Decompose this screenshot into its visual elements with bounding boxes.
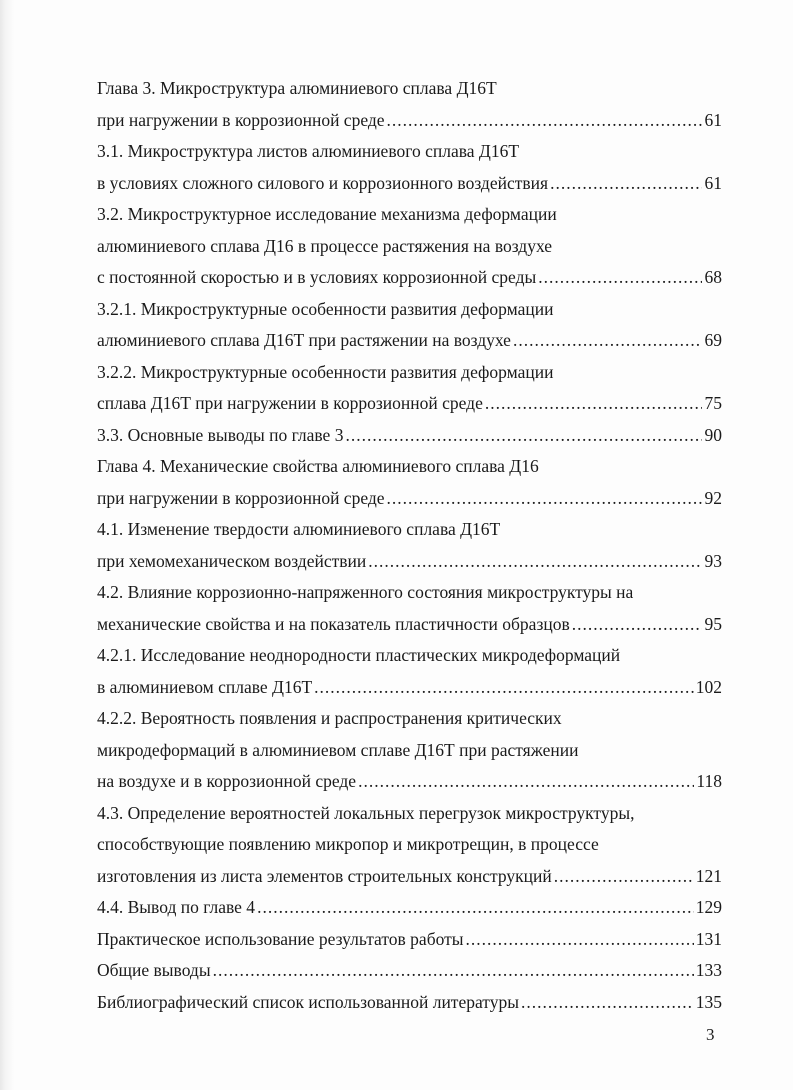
toc-leader-dots — [572, 609, 702, 641]
toc-line — [97, 577, 722, 609]
toc-line — [97, 451, 722, 483]
toc-line — [97, 640, 722, 672]
toc-entry-text: Глава 4. Механические свойства алюминиевого сплава Д16 — [97, 456, 539, 476]
toc-leader-dots — [550, 168, 702, 200]
toc-line — [97, 924, 722, 956]
toc-page-number: 61 — [704, 172, 722, 193]
toc-page-number: 121 — [695, 865, 722, 886]
toc-entry-text: Библиографический список использованной литературы — [97, 991, 519, 1012]
toc-line — [97, 735, 722, 767]
toc-leader-dots — [358, 766, 694, 798]
toc-entry-text: Общие выводы — [97, 960, 211, 980]
toc-page-number: 68 — [704, 267, 722, 287]
toc-line — [97, 798, 722, 830]
toc-line — [97, 955, 722, 987]
toc-line — [97, 861, 722, 893]
toc-line — [97, 703, 722, 735]
toc-entry-text: 3.2.2. Микроструктурные особенности развития деформации — [97, 361, 554, 382]
toc-entry-text: в условиях сложного силового и коррозионного воздействия — [97, 172, 549, 193]
toc-leader-dots — [213, 955, 694, 987]
toc-entry-text: алюминиевого сплава Д16Т при растяжении на воздухе — [97, 330, 511, 350]
toc-entry-text: 4.4. Вывод по главе 4 — [97, 897, 256, 917]
toc-entry-text: в алюминиевом сплаве Д16Т — [97, 676, 313, 697]
toc-page-number: 118 — [696, 771, 722, 791]
toc-line — [97, 609, 722, 641]
toc-line — [97, 546, 722, 578]
toc-entry-text: при нагружении в коррозионной среде — [97, 487, 385, 508]
toc-line — [97, 514, 722, 546]
toc-entry-text: 3.2. Микроструктурное исследование механизма деформации — [97, 204, 557, 224]
toc-page-number: 133 — [695, 960, 722, 980]
page-number: 3 — [706, 1025, 715, 1044]
toc-line — [97, 420, 722, 452]
toc-entry-text: сплава Д16Т при нагружении в коррозионной среде — [97, 393, 483, 413]
toc-page-number: 61 — [704, 109, 722, 130]
table-of-contents — [97, 73, 722, 1018]
scan-edge-shadow — [0, 0, 14, 1090]
toc-entry-text: микродеформаций в алюминиевом сплаве Д16Т при растяжении — [97, 739, 579, 760]
toc-entry-text: Практическое использование результатов работы — [97, 928, 464, 949]
toc-leader-dots — [314, 672, 694, 704]
toc-line — [97, 325, 722, 357]
toc-entry-text: 4.3. Определение вероятностей локальных перегрузок микроструктуры, — [97, 802, 635, 823]
toc-line — [97, 105, 722, 137]
toc-entry-text: 3.2.1. Микроструктурные особенности развития деформации — [97, 298, 554, 319]
toc-line — [97, 262, 722, 294]
toc-page-number: 131 — [695, 928, 722, 949]
toc-entry-text: алюминиевого сплава Д16 в процессе растяжения на воздухе — [97, 235, 553, 256]
toc-line — [97, 357, 722, 389]
toc-line — [97, 199, 722, 231]
toc-entry-text: способствующие появлению микропор и микротрещин, в процессе — [97, 834, 599, 854]
toc-leader-dots — [554, 861, 694, 893]
toc-entry-text: Глава 3. Микроструктура алюминиевого сплава Д16Т — [97, 78, 497, 98]
toc-entry-text: 3.1. Микроструктура листов алюминиевого сплава Д16Т — [97, 141, 520, 161]
toc-line — [97, 294, 722, 326]
toc-entry-text: 4.1. Изменение твердости алюминиевого сплава Д16Т — [97, 519, 501, 539]
toc-entry-text: при хемомеханическом воздействии — [97, 550, 367, 571]
toc-line — [97, 136, 722, 168]
toc-page-number: 92 — [704, 487, 722, 508]
toc-leader-dots — [513, 325, 702, 357]
toc-line — [97, 672, 722, 704]
toc-entry-text: 3.3. Основные выводы по главе 3 — [97, 424, 344, 445]
toc-line — [97, 231, 722, 263]
toc-leader-dots — [257, 892, 694, 924]
toc-line — [97, 766, 722, 798]
toc-entry-text: с постоянной скоростью и в условиях коррозионной среды — [97, 267, 537, 287]
toc-page-number: 93 — [704, 550, 722, 571]
toc-line — [97, 483, 722, 515]
toc-entry-text: на воздухе и в коррозионной среде — [97, 771, 357, 791]
toc-entry-text: при нагружении в коррозионной среде — [97, 109, 385, 130]
toc-line — [97, 829, 722, 861]
toc-page-number: 135 — [695, 991, 722, 1012]
toc-entry-text: 4.2.1. Исследование неоднородности пластических микродеформаций — [97, 645, 621, 665]
toc-leader-dots — [345, 420, 702, 452]
toc-line — [97, 73, 722, 105]
toc-line — [97, 987, 722, 1019]
toc-line — [97, 388, 722, 420]
toc-leader-dots — [387, 483, 702, 515]
toc-line — [97, 892, 722, 924]
toc-page-number: 102 — [695, 676, 722, 697]
toc-leader-dots — [466, 924, 694, 956]
toc-line — [97, 168, 722, 200]
toc-entry-text: механические свойства и на показатель пластичности образцов — [97, 613, 570, 634]
toc-page-number: 75 — [704, 393, 722, 413]
toc-entry-text: изготовления из листа элементов строительных конструкций — [97, 865, 552, 886]
toc-page-number: 95 — [704, 613, 722, 634]
toc-leader-dots — [521, 987, 694, 1019]
toc-page-number: 129 — [695, 897, 722, 917]
toc-leader-dots — [368, 546, 702, 578]
toc-leader-dots — [485, 388, 702, 420]
toc-leader-dots — [538, 262, 702, 294]
toc-leader-dots — [387, 105, 702, 137]
toc-page-number: 90 — [704, 424, 722, 445]
toc-entry-text: 4.2. Влияние коррозионно-напряженного состояния микроструктуры на — [97, 582, 634, 602]
toc-entry-text: 4.2.2. Вероятность появления и распространения критических — [97, 708, 562, 728]
toc-page-number: 69 — [704, 330, 722, 350]
